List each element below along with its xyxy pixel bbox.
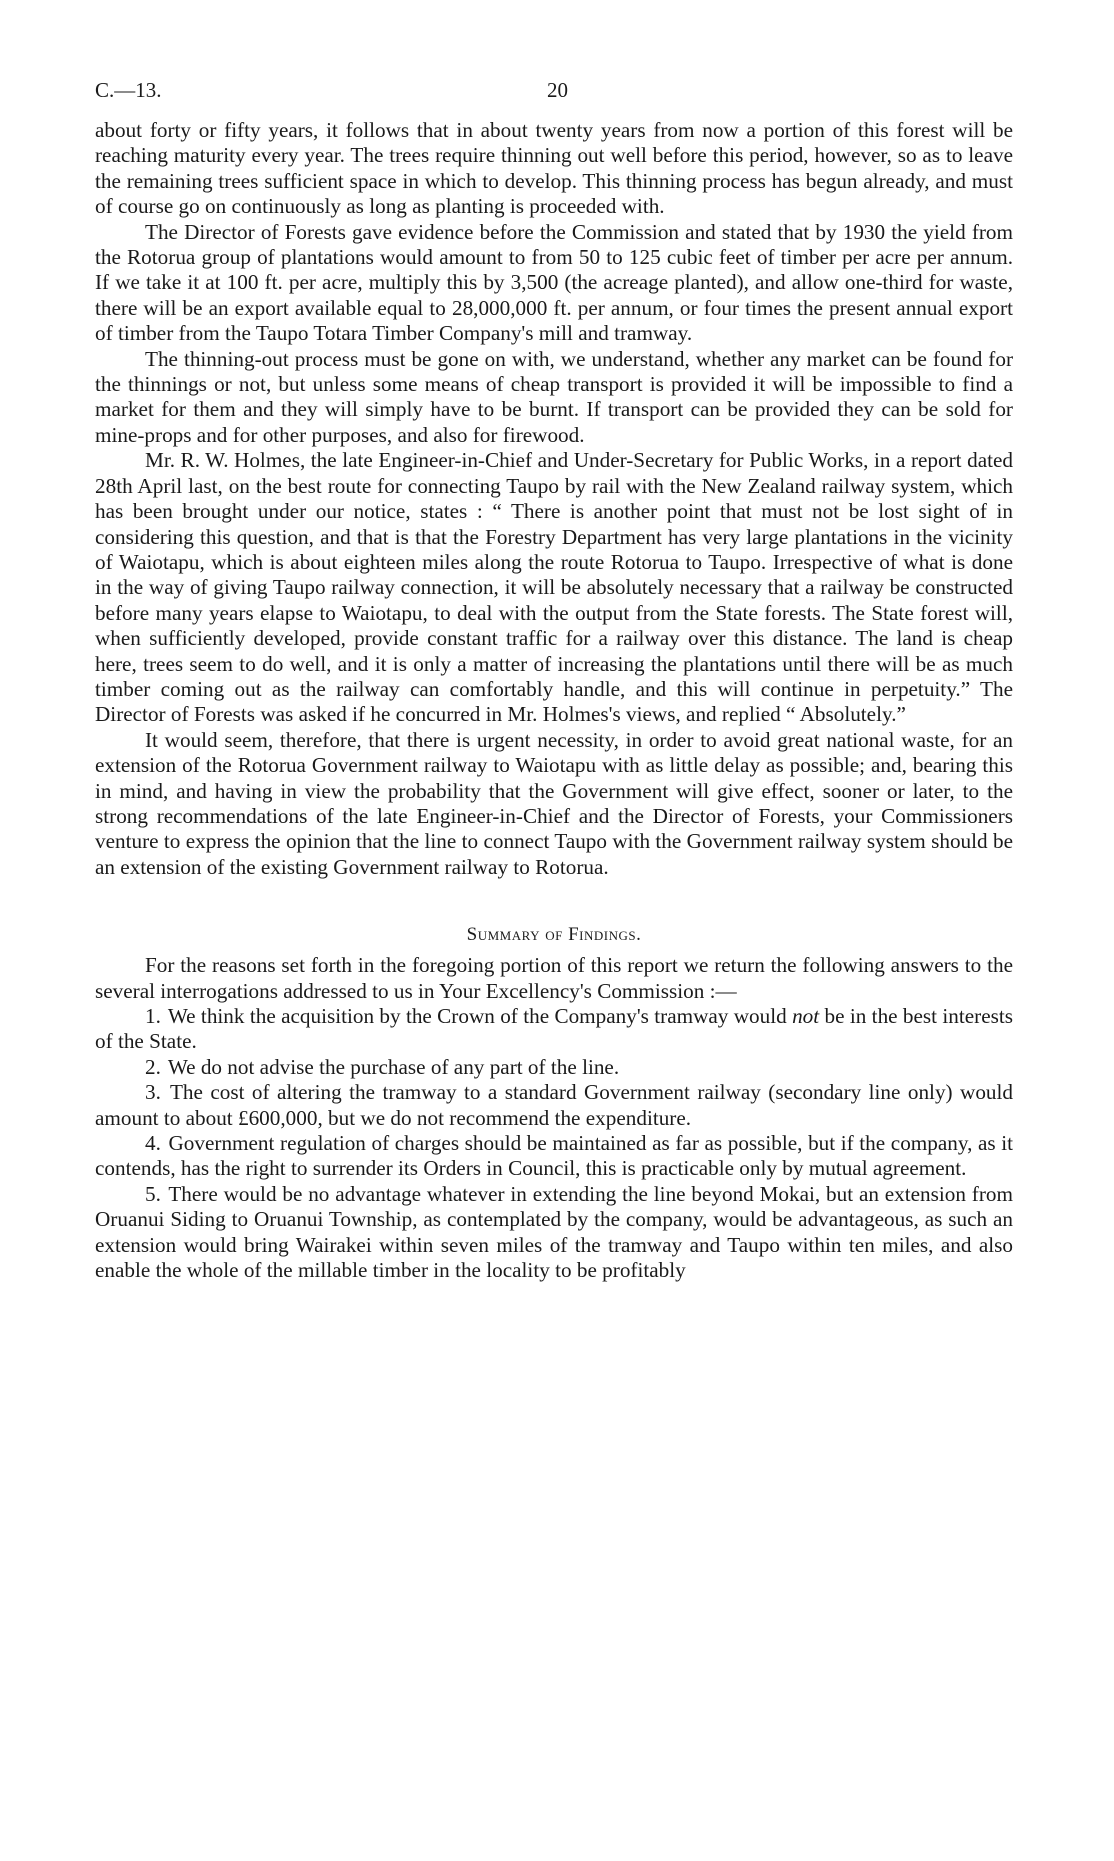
finding-emphasis: not (792, 1004, 820, 1028)
finding-number: 1. (145, 1004, 161, 1028)
body-paragraph: The thinning-out process must be gone on with, we understand, whether any market can be found for the thinnings or not, but unless some means of cheap transport is provided it will be impossible to find a market for them and they will simply have to be burnt. If transport can be provided they can be sold for mine-props and for other purposes, and also for firewood. (95, 346, 1013, 447)
finding-text: be in the best interests of the State. (95, 1004, 1014, 1054)
finding-text: We do not advise the purchase of any part of the line. (167, 1054, 620, 1079)
finding-item (95, 1004, 1013, 1055)
section-heading: Summary of Findings. (466, 924, 642, 946)
finding-item (95, 1131, 1013, 1182)
finding-item (95, 1080, 1013, 1131)
body-paragraph: about forty or fifty years, it follows that in about twenty years from now a portion of this forest will be reaching maturity every year. The trees require thinning out well before this period, however, so as to leave the remaining trees sufficient space in which to develop. This thinning process has begun already, and must of course go on continuously as long as planting is proceeded with. (95, 118, 1013, 219)
body-paragraph: It would seem, therefore, that there is urgent necessity, in order to avoid great national waste, for an extension of the Rotorua Government railway to Waiotapu with as little delay as possible; and, bearing this in mind, and having in view the probability that the Government will give effect, sooner or later, to the strong recommendations of the late Engineer-in-Chief and the Director of Forests, your Commissioners venture to express the opinion that the line to connect Taupo with the Government railway system should be an extension of the existing Government railway to Rotorua. (95, 727, 1013, 879)
finding-number: 3. (145, 1080, 161, 1105)
finding-text: The cost of altering the tramway to a standard Government railway (secondary line only) would amount to about £600,000, but we do not recommend the expenditure. (95, 1080, 1013, 1130)
finding-item (95, 1055, 1013, 1080)
finding-text: Government regulation of charges should be maintained as far as possible, but if the company, as it contends, has the right to surrender its Orders in Council, this is practicable only by mutual agreement. (95, 1131, 1013, 1181)
finding-number: 4. (145, 1131, 161, 1156)
finding-text: There would be no advantage whatever in extending the line beyond Mokai, but an extension from Oruanui Siding to Oruanui Township, as contemplated by the company, would be advantageous, as such an extension would bring Wairakei within seven miles of the tramway and Taupo within ten miles, and also enable the whole of the millable timber in the locality to be profitably (95, 1181, 1013, 1283)
body-paragraph: The Director of Forests gave evidence before the Commission and stated that by 1930 the yield from the Rotorua group of plantations would amount to from 50 to 125 cubic feet of timber per acre per annum. If we take it at 100 ft. per acre, multiply this by 3,500 (the acreage planted), and allow one-third for waste, there will be an export available equal to 28,000,000 ft. per annum, or four times the present annual export of timber from the Taupo Totara Timber Company's mill and tramway. (95, 219, 1013, 346)
document-page (95, 78, 1013, 1283)
finding-item (95, 1182, 1013, 1284)
finding-number: 5. (145, 1181, 161, 1206)
body-paragraph: Mr. R. W. Holmes, the late Engineer-in-Chief and Under-Secretary for Public Works, in a report dated 28th April last, on the best route for connecting Taupo by rail with the New Zealand railway system, which has been brought under our notice, states : “ There is another point that must not be lost sight of in considering this question, and that is that the Forestry Department has very large plantations in the vicinity of Waiotapu, which is about eighteen miles along the route Rotorua to Taupo. Irrespective of what is done in the way of giving Taupo railway connection, it will be absolutely necessary that a railway be constructed before many years elapse to Waiotapu, to deal with the output from the State forests. The State forest will, when sufficiently developed, provide constant traffic for a railway over this distance. The land is cheap here, trees seem to do well, and it is only a matter of increasing the plantations until there will be as much timber coming out as the railway can comfortably handle, and this will continue in perpetuity.” The Director of Forests was asked if he concurred in Mr. Holmes's views, and replied “ Absolutely.” (95, 448, 1013, 727)
finding-number: 2. (145, 1054, 161, 1079)
page-number: 20 (547, 78, 568, 102)
document-reference: C.—13. (95, 78, 162, 102)
finding-text: We think the acquisition by the Crown of the Company's tramway would (167, 1004, 787, 1028)
page-header (95, 78, 1013, 118)
summary-intro: For the reasons set forth in the foregoing portion of this report we return the following answers to the several interrogations addressed to us in Your Excellency's Commission :— (95, 953, 1013, 1003)
